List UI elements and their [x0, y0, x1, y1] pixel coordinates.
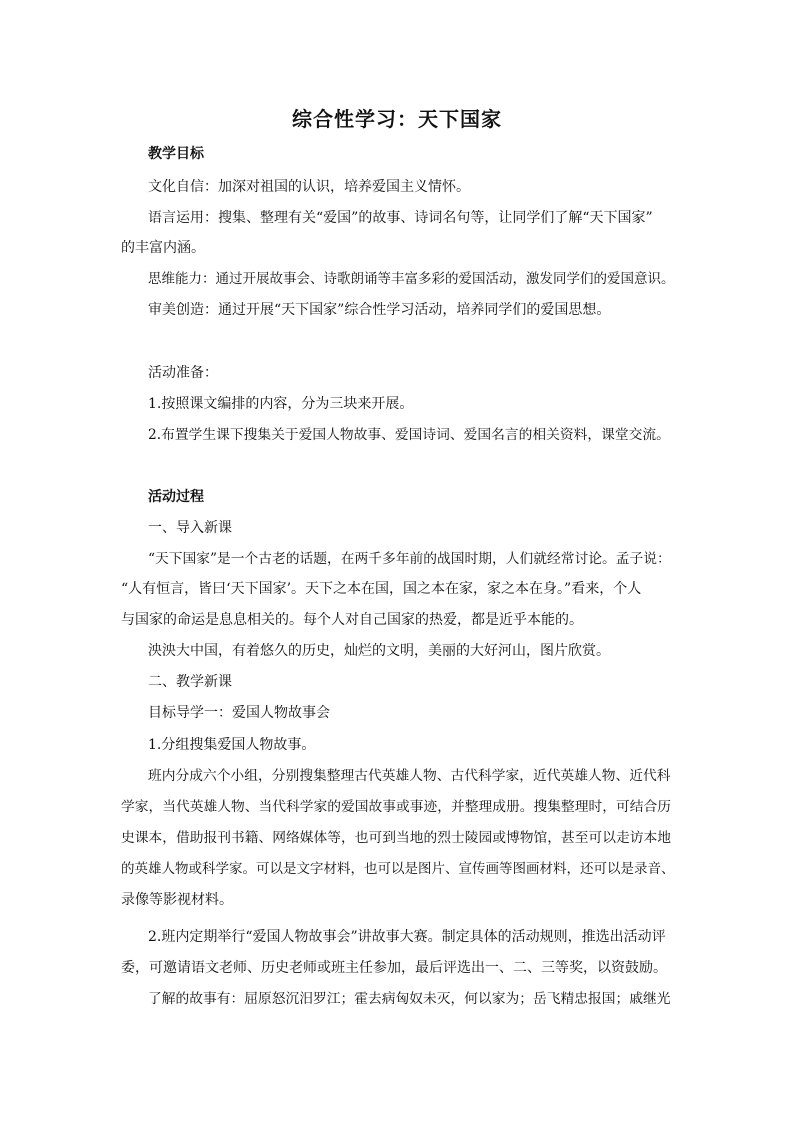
text-line: 语言运用：搜集、整理有关“爱国”的故事、诗词名句等，让同学们了解“天下国家”	[148, 210, 653, 226]
text-line: 活动过程	[148, 489, 204, 505]
text-line: 班内分成六个小组，分别搜集整理古代英雄人物、古代科学家，近代英雄人物、近代科	[148, 768, 671, 784]
text-line: 的丰富内涵。	[121, 240, 205, 256]
text-line: 史课本，借助报刊书籍、网络媒体等，也可到当地的烈士陵园或博物馆，甚至可以走访本地	[121, 830, 672, 846]
text-line: 1.分组搜集爱国人物故事。	[148, 737, 316, 753]
text-line: 一、导入新课	[148, 520, 232, 536]
text-line: 泱泱大中国，有着悠久的历史，灿烂的文明，美丽的大好河山，图片欣赏。	[148, 643, 610, 659]
text-line: 学家，当代英雄人物、当代科学家的爱国故事或事迹，并整理成册。搜集整理时，可结合历	[121, 799, 672, 815]
text-line: 的英雄人物或科学家。可以是文字材料，也可以是图片、宣传画等图画材料，还可以是录音、	[121, 861, 675, 877]
text-line: 委，可邀请语文老师、历史老师或班主任参加，最后评选出一、二、三等奖，以资鼓励。	[121, 960, 667, 976]
text-line: 录像等影视材料。	[121, 892, 233, 908]
text-line: “人有恒言，皆曰‘天下国家’。天下之本在国，国之本在家，家之本在身。”看来，个人	[121, 581, 642, 597]
text-line: 审美创造：通过开展“天下国家”综合性学习活动，培养同学们的爱国思想。	[148, 302, 611, 318]
text-line: 二、教学新课	[148, 674, 232, 690]
text-line: 教学目标	[148, 146, 204, 162]
text-line: 2.布置学生课下搜集关于爱国人物故事、爱国诗词、爱国名言的相关资料，课堂交流。	[148, 427, 670, 443]
document-title: 综合性学习：天下国家	[292, 107, 502, 131]
text-line: 思维能力：通过开展故事会、诗歌朗诵等丰富多彩的爱国活动，激发同学们的爱国意识。	[148, 271, 675, 287]
text-line: 活动准备：	[148, 365, 218, 381]
text-line: 了解的故事有：屈原怒沉汨罗江；霍去病匈奴未灭，何以家为；岳飞精忠报国；戚继光	[148, 991, 671, 1007]
text-line: 文化自信：加深对祖国的认识，培养爱国主义情怀。	[148, 179, 470, 195]
text-line: 目标导学一：爱国人物故事会	[148, 705, 330, 721]
text-line: 与国家的命运是息息相关的。每个人对自己国家的热爱，都是近乎本能的。	[121, 612, 583, 628]
text-line: “天下国家”是一个古老的话题，在两千多年前的战国时期，人们就经常讨论。孟子说：	[148, 551, 671, 567]
text-line: 2.班内定期举行“爱国人物故事会”讲故事大赛。制定具体的活动规则，推选出活动评	[148, 929, 666, 945]
text-line: 1.按照课文编排的内容，分为三块来开展。	[148, 396, 414, 412]
